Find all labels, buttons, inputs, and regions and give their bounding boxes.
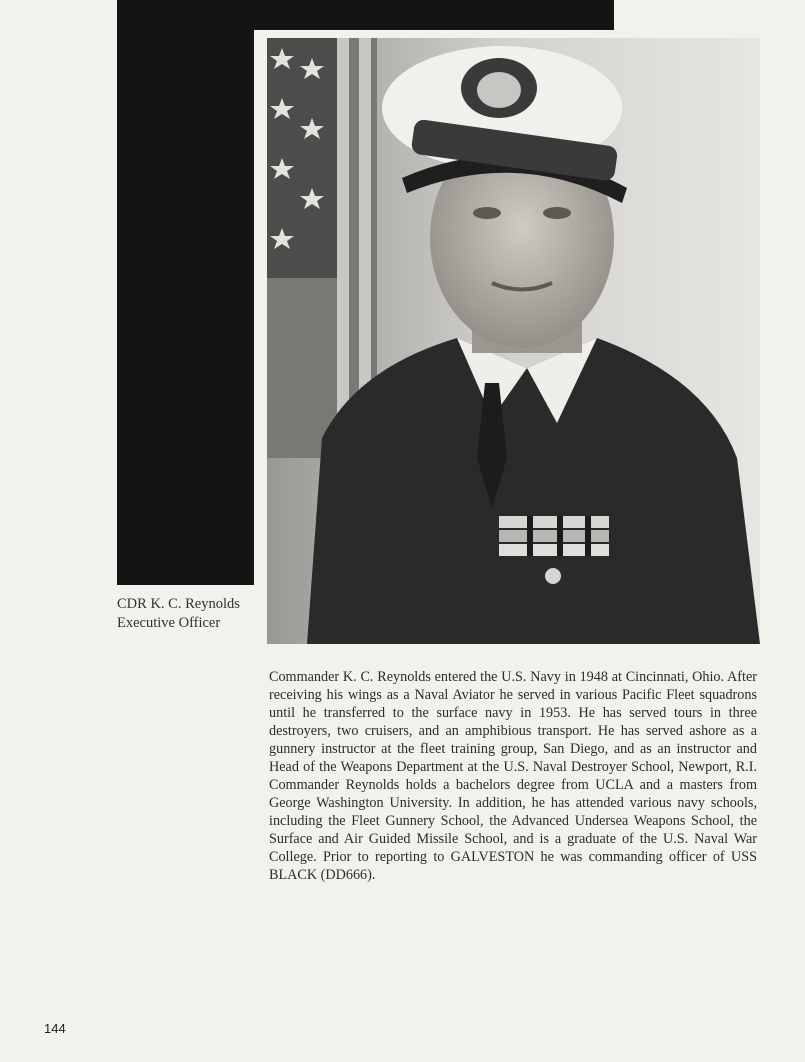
page-number: 144 xyxy=(44,1021,66,1036)
biography-paragraph: Commander K. C. Reynolds entered the U.S. Navy in 1948 at Cincinnati, Ohio. After receiving his wings as a Naval Aviator he served in various Pacific Fleet squadrons until he transferred to the surface navy in 1953. He has served tours in three destroyers, two cruisers, and an amphibious transport. He has served ashore as a gunnery instructor at the fleet training group, San Diego, and as an instructor and Head of the Weapons Department at the U.S. Naval Destroyer School, Newport, R.I. Commander Reynolds holds a bachelors degree from UCLA and a masters from George Washington University. In addition, he has attended various navy schools, including the Fleet Gunnery School, the Advanced Undersea Weapons School, the Surface and Air Guided Missile School, and is a graduate of the U.S. Naval War College. Prior to reporting to GALVESTON he was commanding officer of USS BLACK (DD666). xyxy=(269,669,757,883)
black-side-block xyxy=(117,30,254,585)
photo-caption xyxy=(117,595,257,633)
black-header-block xyxy=(117,0,614,30)
caption-title: Executive Officer xyxy=(117,615,221,631)
officer-portrait-photo xyxy=(267,38,760,644)
caption-name: CDR K. C. Reynolds xyxy=(117,596,240,612)
